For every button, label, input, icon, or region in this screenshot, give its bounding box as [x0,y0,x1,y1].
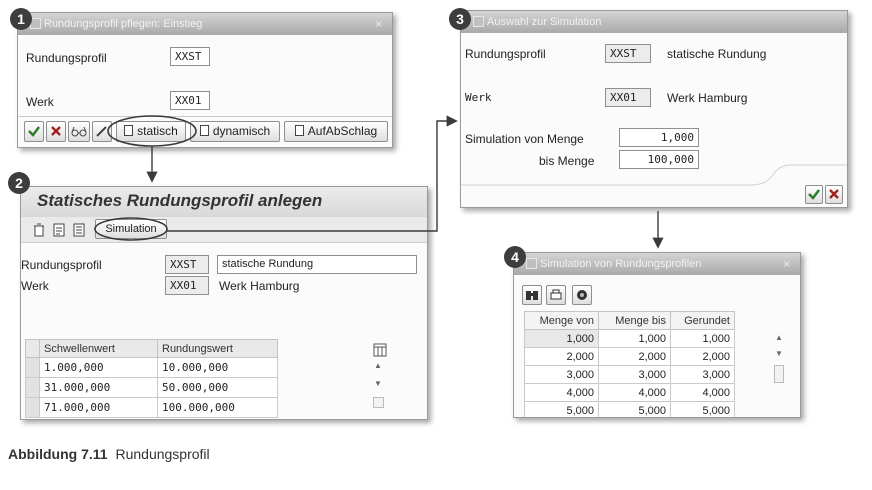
column-header[interactable]: Schwellenwert [40,340,158,358]
cancel-button[interactable] [46,121,66,142]
document-list-icon[interactable] [53,223,65,237]
aufabschlag-button[interactable] [284,121,388,142]
table-cell[interactable]: 3,000 [525,366,599,384]
werk-input[interactable]: XX01 [170,91,210,110]
binoculars-icon [525,288,539,302]
figure-label: Abbildung 7.11 [8,446,108,462]
page-icon [200,125,209,136]
trash-icon[interactable] [33,223,45,237]
step-badge-4: 4 [504,246,526,268]
werk-value: XX01 [165,276,209,295]
dynamisch-button[interactable] [190,121,280,142]
table-cell[interactable]: 3,000 [599,366,671,384]
table-cell[interactable]: 5,000 [671,402,735,419]
scroll-up-icon[interactable]: ▲ [775,333,783,342]
pencil-icon [95,124,109,138]
cancel-icon [49,124,63,138]
werk-label: Werk [26,95,54,109]
column-header[interactable]: Rundungswert [158,340,278,358]
table-cell[interactable]: 10.000,000 [158,358,278,378]
table-cell[interactable]: 1,000 [599,330,671,348]
table-row [525,330,735,348]
scroll-thumb[interactable] [373,397,384,408]
confirm-button[interactable] [805,185,823,204]
window-auswahl-zur-simulation [460,10,848,208]
window-2-toolbar [21,217,427,243]
window-4-title: Simulation von Rundungsprofilen [540,258,702,270]
binoculars-button[interactable] [522,285,542,305]
glasses-button[interactable] [68,121,90,142]
menge-von-input[interactable]: 1,000 [619,128,699,147]
statisch-label: statisch [137,124,178,138]
simulation-von-menge-label: Simulation von Menge [465,132,584,146]
scroll-down-icon[interactable]: ▼ [374,379,382,388]
print-icon [549,288,563,302]
menge-bis-input[interactable]: 100,000 [619,150,699,169]
table-scrollbar[interactable] [371,361,387,417]
rundungsprofil-description: statische Rundung [667,47,767,61]
table-cell[interactable]: 4,000 [599,384,671,402]
glasses-icon [71,124,87,138]
dynamisch-label: dynamisch [212,124,271,138]
checkmark-icon [807,187,821,201]
confirm-button[interactable] [24,121,44,142]
werk-label: Werk [465,91,492,104]
werk-value: XX01 [605,88,651,107]
window-2-title: Statisches Rundungsprofil anlegen [37,191,323,210]
table-cell[interactable]: 4,000 [671,384,735,402]
document-detail-icon[interactable] [73,223,85,237]
table-cell[interactable]: 5,000 [525,402,599,419]
table-cell[interactable]: 2,000 [525,348,599,366]
werk-description: Werk Hamburg [219,279,300,293]
window-1-titlebar [18,13,392,35]
row-selector-header [26,340,40,358]
close-icon[interactable]: × [782,257,790,271]
aufabschlag-label: AufAbSchlag [307,124,378,138]
window-1-title: Rundungsprofil pflegen: Einstieg [44,18,203,30]
row-selector[interactable] [26,398,40,418]
rundungsprofil-value: XXST [165,255,209,274]
table-cell[interactable]: 31.000,000 [40,378,158,398]
table-row [26,358,278,378]
rundungsprofil-label: Rundungsprofil [21,258,102,272]
rundungsprofil-value: XXST [605,44,651,63]
simulation-label: Simulation [105,223,157,235]
window-icon [526,258,537,269]
column-header[interactable]: Menge bis [599,312,671,330]
checkmark-icon [27,124,41,138]
close-icon[interactable]: × [374,17,382,31]
divider [18,116,392,117]
rundungsprofil-label: Rundungsprofil [465,47,546,61]
table-row [525,384,735,402]
window-icon [473,16,484,27]
cancel-button[interactable] [825,185,843,204]
table-row [26,378,278,398]
window-statisches-rundungsprofil [20,186,428,420]
simulation-table [524,311,735,418]
statisch-button[interactable] [116,121,186,142]
table-cell[interactable]: 71.000,000 [40,398,158,418]
rundungsprofil-label: Rundungsprofil [26,51,107,65]
table-cell[interactable]: 3,000 [671,366,735,384]
table-cell[interactable]: 4,000 [525,384,599,402]
column-header[interactable]: Menge von [525,312,599,330]
window-rundungsprofil-einstieg [17,12,393,148]
window-4-titlebar [514,253,800,275]
schwellenwert-table [25,339,278,418]
table-cell[interactable]: 2,000 [671,348,735,366]
werk-label: Werk [21,279,49,293]
rundungsprofil-input[interactable]: XXST [170,47,210,66]
page-icon [295,125,304,136]
table-header-row [525,312,735,330]
table-scrollbar[interactable] [772,331,786,391]
bis-menge-label: bis Menge [539,154,595,168]
figure-caption [8,446,210,462]
record-button[interactable] [572,285,592,305]
simulation-button[interactable] [95,219,167,239]
window-3-titlebar [461,11,847,33]
table-cell[interactable]: 2,000 [599,348,671,366]
window-simulation-von-rundungsprofilen [513,252,801,418]
table-header-row [26,340,278,358]
window-2-header [21,187,427,217]
step-badge-2: 2 [8,172,30,194]
rundungsprofil-description-input[interactable]: statische Rundung [217,255,417,274]
table-row [26,398,278,418]
table-row [525,348,735,366]
row-selector[interactable] [26,378,40,398]
column-header[interactable]: Gerundet [671,312,735,330]
table-cell[interactable]: 1,000 [671,330,735,348]
table-cell[interactable]: 1,000 [525,330,599,348]
row-selector[interactable] [26,358,40,378]
cancel-icon [827,187,841,201]
table-row [525,366,735,384]
table-cell[interactable]: 5,000 [599,402,671,419]
table-cell[interactable]: 50.000,000 [158,378,278,398]
step-badge-3: 3 [449,8,471,30]
werk-description: Werk Hamburg [667,91,748,105]
scroll-thumb[interactable] [774,365,784,383]
record-icon [575,288,589,302]
page-icon [124,125,133,136]
scroll-down-icon[interactable]: ▼ [775,349,783,358]
scroll-up-icon[interactable]: ▲ [374,361,382,370]
table-cell[interactable]: 1.000,000 [40,358,158,378]
window-3-title: Auswahl zur Simulation [487,16,602,28]
table-row [525,402,735,419]
step-badge-1: 1 [10,8,32,30]
figure-caption-text: Rundungsprofil [115,446,210,462]
table-settings-icon[interactable] [373,343,387,357]
window-3-bottom-curve [461,161,848,201]
table-cell[interactable]: 100.000,000 [158,398,278,418]
edit-button[interactable] [92,121,112,142]
print-button[interactable] [546,285,566,305]
